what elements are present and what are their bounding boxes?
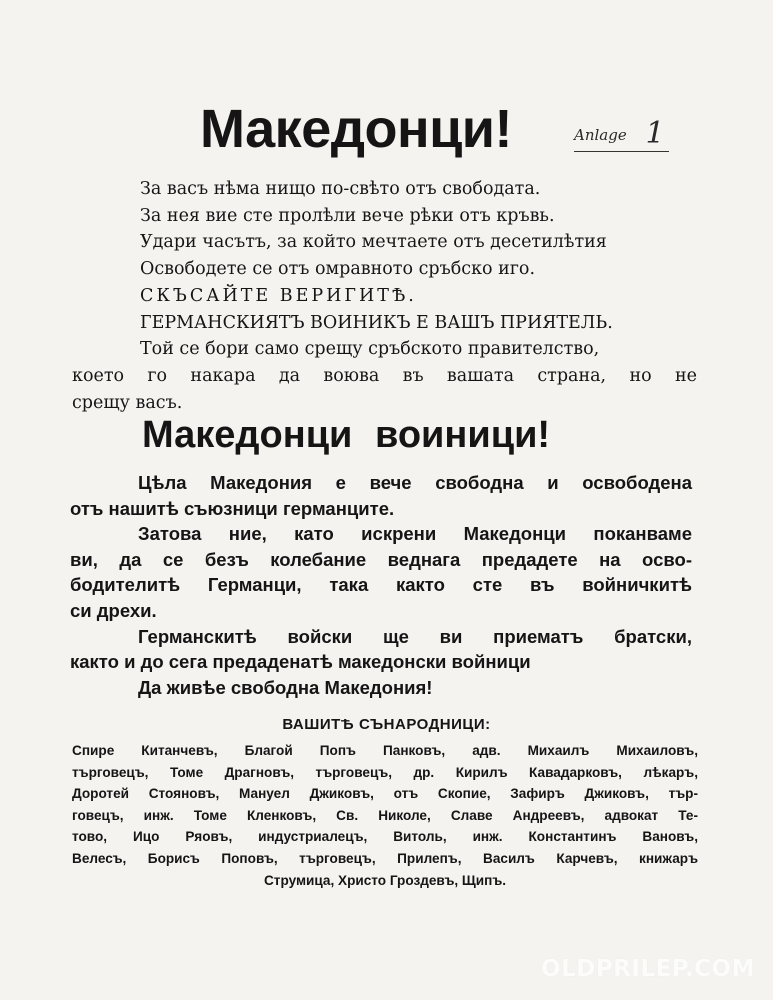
appeal-line: срещу васъ.	[72, 392, 183, 413]
annotation-number: 1	[645, 116, 665, 151]
section-heading: Македонци воиници!	[142, 414, 551, 456]
signatories-line: Доротей Стояновъ, Мануел Джиковъ, отъ Скопие, Зафиръ Джиковъ, тър-	[72, 786, 698, 802]
soldiers-line: Цѣла Македония е вече свободна и освободена	[138, 472, 692, 493]
soldiers-line: Затова ние, като искрени Македонци поканваме	[138, 523, 692, 545]
signatories-line: говецъ, инж. Томе Кленковъ, Св. Николе, Славе Андреевъ, адвокат Те-	[72, 807, 698, 823]
soldiers-section	[70, 470, 692, 700]
watermark: OLDPRILEP.COM	[541, 956, 755, 982]
soldiers-line: си дрехи.	[70, 599, 157, 621]
signatories-list	[72, 740, 698, 891]
signatories-line: Велесъ, Борисъ Поповъ, търговецъ, Прилепъ, Василъ Карчевъ, книжаръ	[72, 850, 698, 866]
appeal-line: ГЕРМАНСКИЯТЪ ВОИНИКЪ Е ВАШЪ ПРИЯТЕЛЬ.	[140, 312, 613, 333]
handwritten-annotation	[574, 116, 669, 152]
appeal-line: Удари часътъ, за който мечтаете отъ десетилѣтия	[140, 232, 607, 253]
signatories-line: тово, Ицо Ряовъ, индустриалецъ, Витоль, инж. Константинъ Вановъ,	[72, 829, 698, 845]
appeal-line: За васъ нѣма нищо по-свѣто отъ свободата.	[140, 179, 541, 199]
appeal-line: За нея вие сте пролѣли вече рѣки отъ кръвь.	[140, 205, 555, 226]
appeal-line: Той се бори само срещу сръбското правителство,	[140, 339, 600, 360]
appeal-line: което го накара да воюва въ вашата страна, но не	[72, 365, 697, 386]
page-title: Македонци!	[200, 99, 512, 159]
signatories-line: Струмица, Христо Гроздевъ, Щипъ.	[263, 872, 507, 888]
soldiers-line: ви, да се безъ колебание веднага предадете на осво-	[70, 548, 692, 570]
soldiers-line: бодителитѣ Германци, така както сте въ войничкитѣ	[70, 574, 692, 596]
appeal-line: Освободете се отъ омравното сръбско иго.	[140, 259, 536, 280]
signatories-line: търговецъ, Томе Драгновъ, търговецъ, др. Кирилъ Кавадарковъ, лѣкаръ,	[72, 764, 698, 780]
soldiers-line: отъ нашитѣ съюзници германците.	[70, 497, 395, 519]
signatories-line: Спире Китанчевъ, Благой Попъ Панковъ, адв. Михаилъ Михаиловъ,	[72, 743, 698, 758]
signatories-heading: ВАШИТѢ СЪНАРОДНИЦИ:	[282, 716, 491, 733]
soldiers-line: Да живѣе свободна Македония!	[138, 676, 433, 698]
soldiers-line: Германскитѣ войски ще ви приематъ братски,	[138, 625, 692, 647]
appeal-line: СКЪСАЙТЕ ВЕРИГИТѢ.	[140, 285, 417, 306]
annotation-label: Anlage	[574, 126, 627, 144]
appeal-section	[72, 176, 697, 416]
soldiers-line: както и до сега предаденатѣ македонски войници	[70, 651, 531, 673]
